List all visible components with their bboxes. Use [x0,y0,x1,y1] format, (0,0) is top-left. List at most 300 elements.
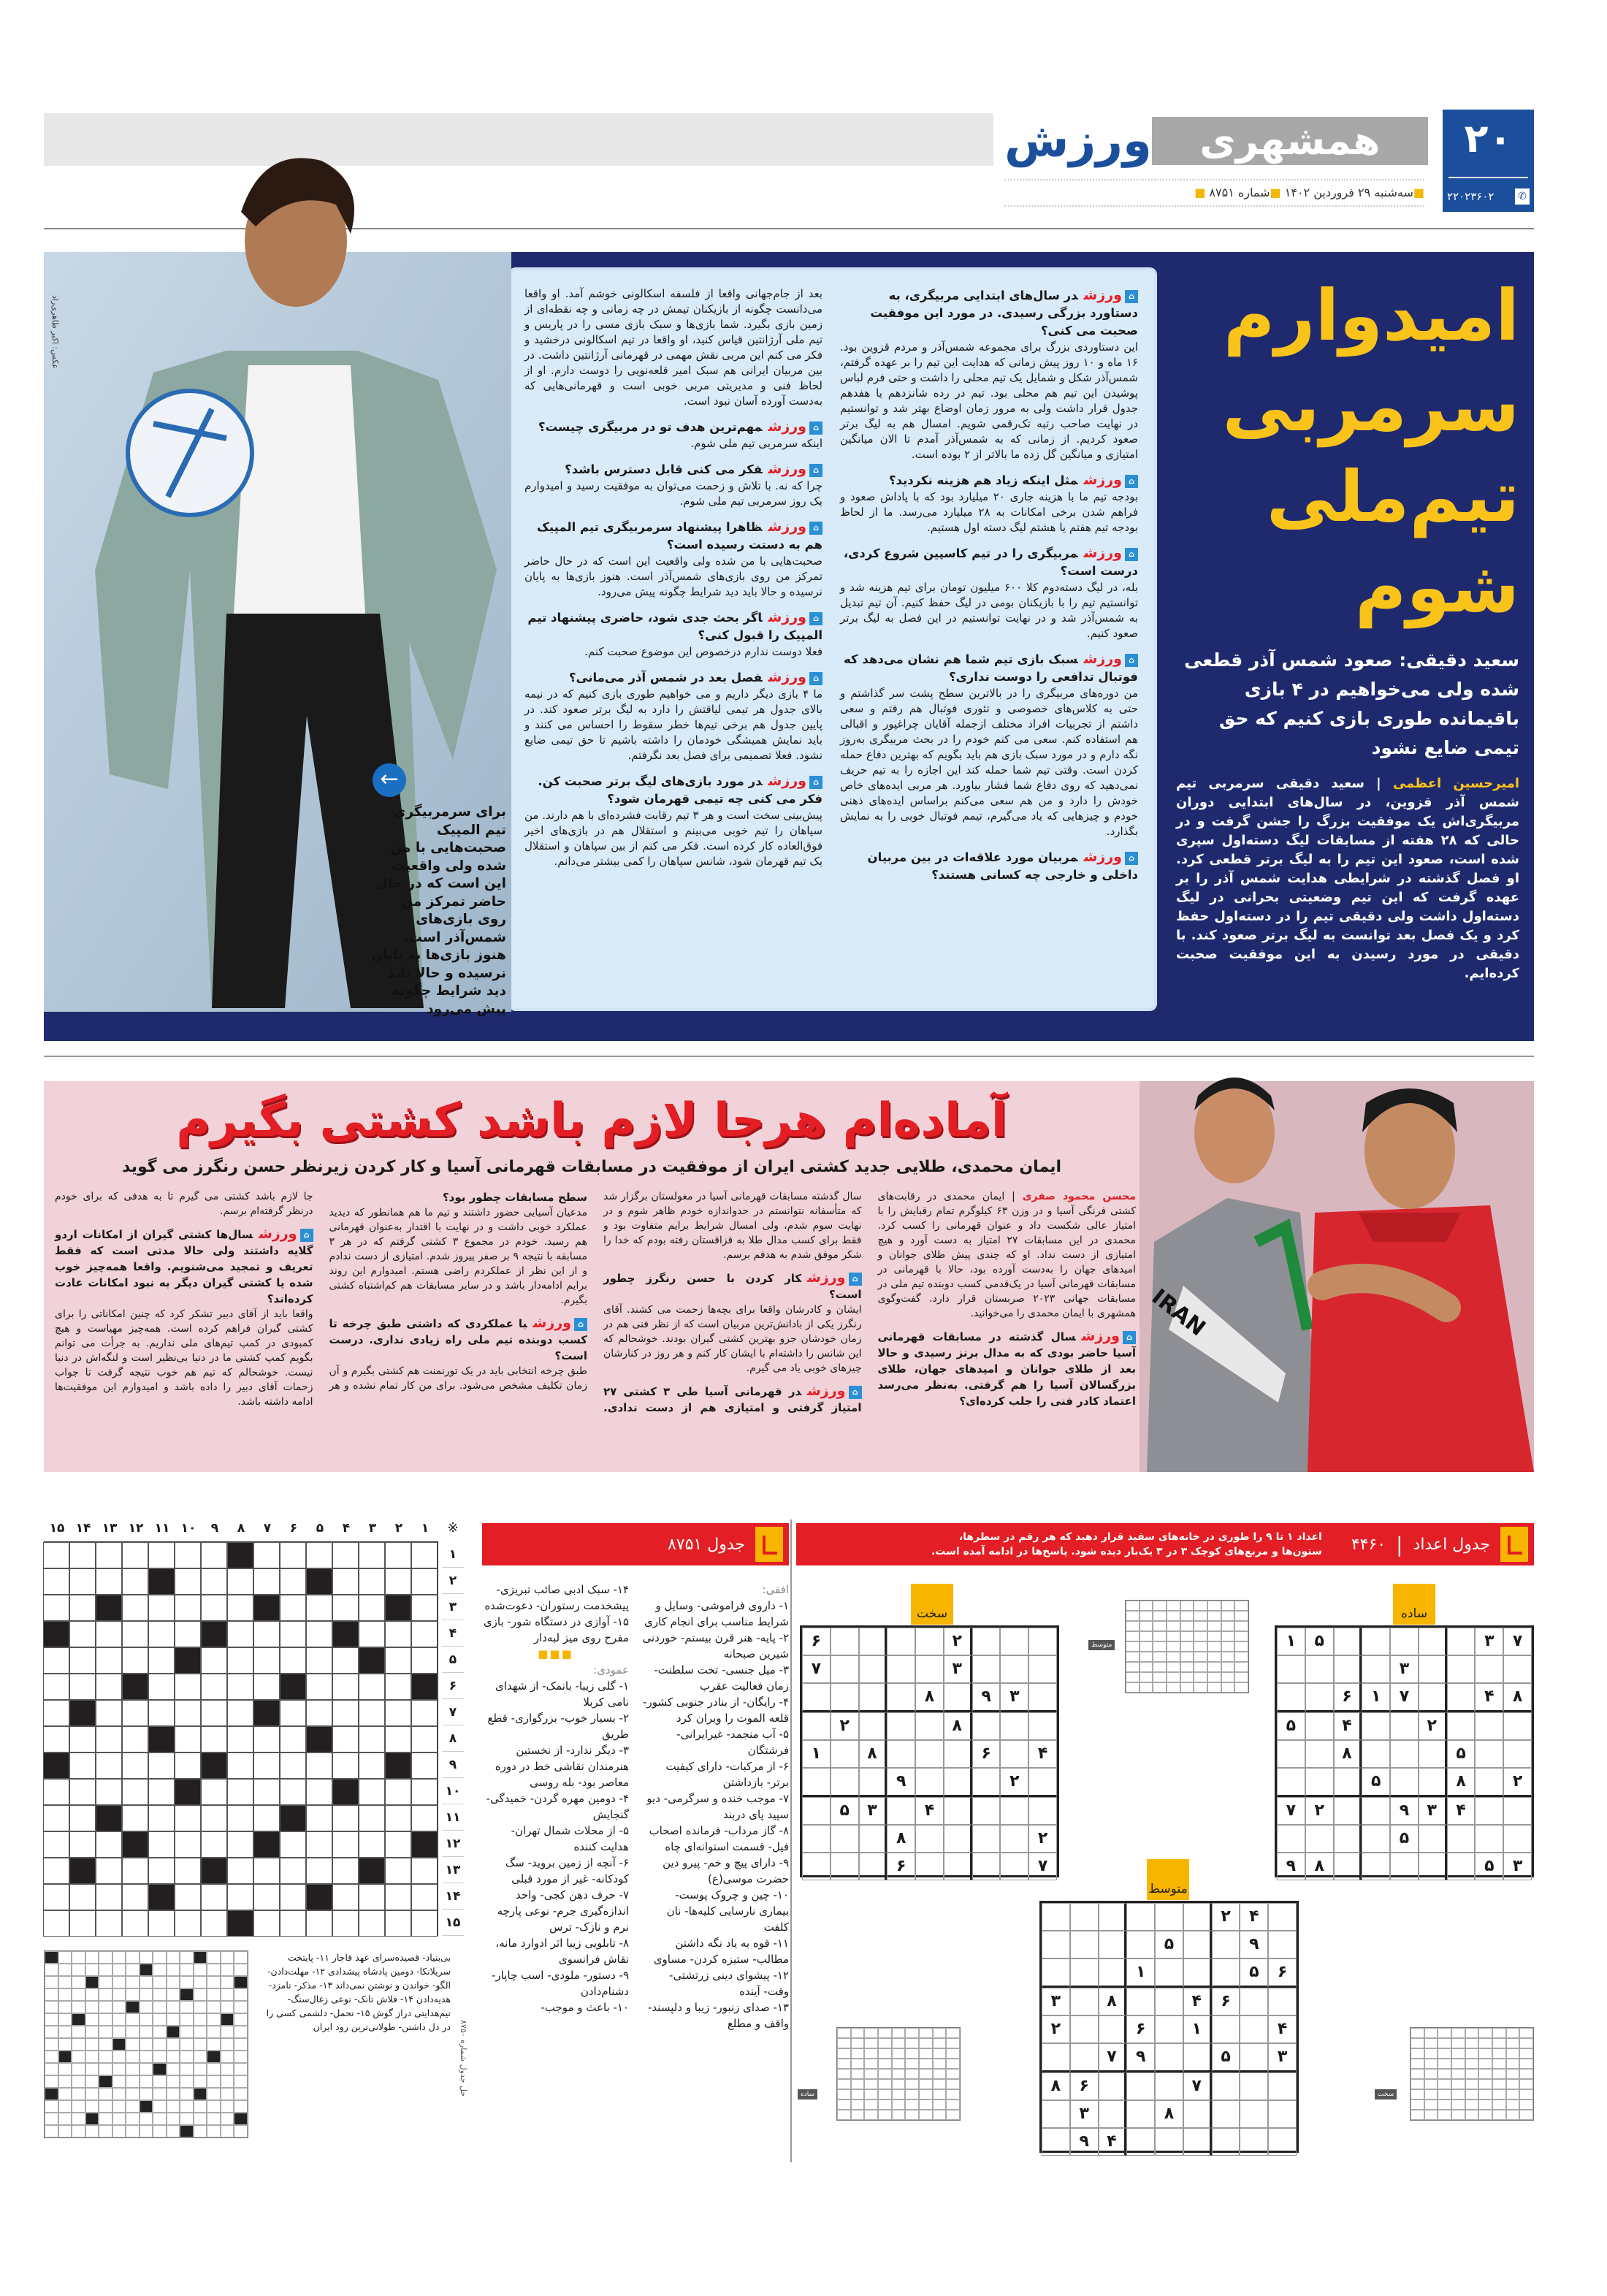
empty-cell[interactable] [1000,1655,1028,1683]
crossword-cell[interactable] [96,1884,122,1910]
empty-cell[interactable] [1305,1655,1334,1683]
crossword-cell[interactable] [148,1674,175,1700]
empty-cell[interactable] [1362,1628,1390,1655]
empty-cell[interactable] [1183,2043,1212,2072]
empty-cell[interactable] [1305,1712,1334,1740]
empty-cell[interactable] [1362,1797,1390,1825]
crossword-cell[interactable] [280,1884,306,1910]
crossword-cell[interactable] [385,1647,411,1674]
crossword-cell[interactable] [359,1884,385,1910]
crossword-cell[interactable] [253,1726,280,1752]
crossword-cell[interactable] [332,1647,359,1674]
crossword-cell[interactable] [280,1647,306,1674]
empty-cell[interactable] [1099,2015,1127,2043]
crossword-cell[interactable] [332,1700,359,1726]
crossword-cell[interactable] [148,1595,175,1621]
crossword-cell[interactable] [43,1674,69,1700]
empty-cell[interactable] [831,1768,859,1797]
crossword-cell[interactable] [411,1647,438,1674]
crossword-cell[interactable] [359,1910,385,1937]
crossword-cell[interactable] [227,1595,253,1621]
empty-cell[interactable] [1240,2128,1268,2156]
crossword-cell[interactable] [332,1805,359,1831]
crossword-cell[interactable] [253,1858,280,1884]
crossword-cell[interactable] [332,1910,359,1937]
empty-cell[interactable] [1183,2100,1212,2128]
empty-cell[interactable] [1000,1825,1028,1853]
crossword-cell[interactable] [227,1884,253,1910]
crossword-cell[interactable] [306,1647,332,1674]
crossword-cell[interactable] [122,1621,148,1647]
crossword-cell[interactable] [253,1674,280,1700]
crossword-cell[interactable] [411,1568,438,1595]
empty-cell[interactable] [1212,2100,1240,2128]
crossword-cell[interactable] [227,1674,253,1700]
crossword-cell[interactable] [43,1568,69,1595]
crossword-cell[interactable] [175,1542,201,1568]
empty-cell[interactable] [1419,1683,1447,1712]
crossword-cell[interactable] [227,1726,253,1752]
empty-cell[interactable] [972,1655,1001,1683]
crossword-cell[interactable] [148,1752,175,1779]
crossword-cell[interactable] [411,1884,438,1910]
empty-cell[interactable] [1390,1740,1419,1768]
crossword-cell[interactable] [253,1779,280,1805]
crossword-cell[interactable] [385,1568,411,1595]
empty-cell[interactable] [1240,2043,1268,2072]
empty-cell[interactable] [972,1853,1001,1880]
crossword-cell[interactable] [175,1568,201,1595]
empty-cell[interactable] [1305,1768,1334,1797]
crossword-cell[interactable] [280,1752,306,1779]
crossword-cell[interactable] [43,1779,69,1805]
empty-cell[interactable] [1475,1740,1503,1768]
crossword-cell[interactable] [280,1568,306,1595]
crossword-cell[interactable] [122,1568,148,1595]
empty-cell[interactable] [831,1853,859,1880]
empty-cell[interactable] [831,1825,859,1853]
crossword-cell[interactable] [148,1647,175,1674]
crossword-cell[interactable] [96,1858,122,1884]
crossword-cell[interactable] [359,1779,385,1805]
empty-cell[interactable] [1099,1931,1127,1959]
empty-cell[interactable] [1155,1903,1183,1931]
crossword-cell[interactable] [96,1542,122,1568]
crossword-cell[interactable] [148,1779,175,1805]
empty-cell[interactable] [1268,2072,1297,2100]
crossword-cell[interactable] [69,1621,96,1647]
empty-cell[interactable] [802,1853,831,1880]
empty-cell[interactable] [1334,1797,1362,1825]
crossword-cell[interactable] [411,1858,438,1884]
empty-cell[interactable] [1362,1825,1390,1853]
empty-cell[interactable] [915,1768,944,1797]
crossword-cell[interactable] [280,1726,306,1752]
crossword-cell[interactable] [253,1805,280,1831]
empty-cell[interactable] [1334,1628,1362,1655]
crossword-cell[interactable] [306,1674,332,1700]
empty-cell[interactable] [1240,1988,1268,2015]
crossword-cell[interactable] [96,1910,122,1937]
empty-cell[interactable] [1305,1825,1334,1853]
crossword-cell[interactable] [69,1542,96,1568]
empty-cell[interactable] [915,1655,944,1683]
crossword-cell[interactable] [175,1752,201,1779]
crossword-cell[interactable] [306,1542,332,1568]
empty-cell[interactable] [1390,1628,1419,1655]
crossword-cell[interactable] [148,1805,175,1831]
crossword-cell[interactable] [385,1831,411,1858]
crossword-cell[interactable] [359,1752,385,1779]
crossword-cell[interactable] [175,1884,201,1910]
crossword-cell[interactable] [385,1805,411,1831]
crossword-cell[interactable] [359,1700,385,1726]
crossword-cell[interactable] [96,1752,122,1779]
crossword-cell[interactable] [411,1726,438,1752]
empty-cell[interactable] [915,1825,944,1853]
empty-cell[interactable] [1212,2072,1240,2100]
empty-cell[interactable] [972,1797,1001,1825]
empty-cell[interactable] [1183,1903,1212,1931]
crossword-cell[interactable] [411,1621,438,1647]
crossword-cell[interactable] [69,1805,96,1831]
empty-cell[interactable] [1126,2100,1155,2128]
crossword-cell[interactable] [122,1700,148,1726]
crossword-cell[interactable] [96,1779,122,1805]
empty-cell[interactable] [915,1853,944,1880]
empty-cell[interactable] [1447,1825,1476,1853]
empty-cell[interactable] [1212,1959,1240,1988]
crossword-cell[interactable] [122,1884,148,1910]
crossword-cell[interactable] [201,1674,227,1700]
crossword-cell[interactable] [227,1752,253,1779]
crossword-cell[interactable] [122,1779,148,1805]
empty-cell[interactable] [915,1740,944,1768]
empty-cell[interactable] [1212,2015,1240,2043]
crossword-cell[interactable] [43,1647,69,1674]
empty-cell[interactable] [944,1825,972,1853]
empty-cell[interactable] [831,1740,859,1768]
empty-cell[interactable] [1240,2072,1268,2100]
empty-cell[interactable] [944,1768,972,1797]
crossword-cell[interactable] [201,1700,227,1726]
empty-cell[interactable] [1240,2015,1268,2043]
empty-cell[interactable] [1362,1853,1390,1880]
crossword-cell[interactable] [280,1542,306,1568]
empty-cell[interactable] [1475,1768,1503,1797]
crossword-cell[interactable] [332,1674,359,1700]
empty-cell[interactable] [1334,1825,1362,1853]
crossword-grid[interactable] [44,1541,438,1936]
crossword-cell[interactable] [175,1726,201,1752]
empty-cell[interactable] [1155,2072,1183,2100]
crossword-cell[interactable] [359,1726,385,1752]
empty-cell[interactable] [859,1683,888,1712]
empty-cell[interactable] [1183,1959,1212,1988]
crossword-cell[interactable] [280,1621,306,1647]
empty-cell[interactable] [802,1825,831,1853]
empty-cell[interactable] [831,1628,859,1655]
empty-cell[interactable] [1070,2043,1099,2072]
crossword-cell[interactable] [359,1674,385,1700]
crossword-cell[interactable] [148,1858,175,1884]
crossword-cell[interactable] [43,1595,69,1621]
crossword-cell[interactable] [96,1700,122,1726]
crossword-cell[interactable] [175,1805,201,1831]
crossword-cell[interactable] [359,1805,385,1831]
empty-cell[interactable] [1277,1683,1305,1712]
crossword-cell[interactable] [280,1779,306,1805]
crossword-cell[interactable] [253,1568,280,1595]
crossword-cell[interactable] [201,1647,227,1674]
empty-cell[interactable] [1305,1740,1334,1768]
empty-cell[interactable] [1028,1655,1057,1683]
empty-cell[interactable] [887,1797,915,1825]
crossword-cell[interactable] [69,1568,96,1595]
crossword-cell[interactable] [253,1884,280,1910]
crossword-cell[interactable] [411,1542,438,1568]
crossword-cell[interactable] [306,1779,332,1805]
crossword-cell[interactable] [122,1805,148,1831]
empty-cell[interactable] [1028,1683,1057,1712]
empty-cell[interactable] [859,1825,888,1853]
crossword-cell[interactable] [280,1595,306,1621]
empty-cell[interactable] [1212,2128,1240,2156]
crossword-cell[interactable] [332,1726,359,1752]
crossword-cell[interactable] [253,1621,280,1647]
empty-cell[interactable] [1277,1768,1305,1797]
empty-cell[interactable] [1419,1853,1447,1880]
crossword-cell[interactable] [253,1542,280,1568]
empty-cell[interactable] [1126,1931,1155,1959]
crossword-cell[interactable] [69,1831,96,1858]
crossword-cell[interactable] [253,1910,280,1937]
empty-cell[interactable] [1419,1768,1447,1797]
empty-cell[interactable] [1126,2128,1155,2156]
empty-cell[interactable] [1155,1988,1183,2015]
empty-cell[interactable] [1183,2128,1212,2156]
empty-cell[interactable] [802,1768,831,1797]
empty-cell[interactable] [1447,1683,1476,1712]
empty-cell[interactable] [1503,1825,1532,1853]
crossword-cell[interactable] [148,1831,175,1858]
empty-cell[interactable] [1070,1903,1099,1931]
crossword-cell[interactable] [43,1858,69,1884]
crossword-cell[interactable] [411,1700,438,1726]
empty-cell[interactable] [1390,1853,1419,1880]
empty-cell[interactable] [1126,1988,1155,2015]
empty-cell[interactable] [1099,1903,1127,1931]
crossword-cell[interactable] [148,1621,175,1647]
empty-cell[interactable] [1362,1655,1390,1683]
crossword-cell[interactable] [253,1752,280,1779]
empty-cell[interactable] [1028,1797,1057,1825]
empty-cell[interactable] [1475,1712,1503,1740]
empty-cell[interactable] [887,1740,915,1768]
crossword-cell[interactable] [43,1726,69,1752]
empty-cell[interactable] [1390,1768,1419,1797]
crossword-cell[interactable] [280,1858,306,1884]
empty-cell[interactable] [1447,1712,1476,1740]
empty-cell[interactable] [831,1655,859,1683]
crossword-cell[interactable] [43,1805,69,1831]
empty-cell[interactable] [1099,2100,1127,2128]
crossword-cell[interactable] [69,1752,96,1779]
crossword-cell[interactable] [332,1831,359,1858]
crossword-cell[interactable] [201,1726,227,1752]
sudoku-easy-grid[interactable] [1275,1625,1534,1877]
empty-cell[interactable] [944,1683,972,1712]
empty-cell[interactable] [1126,2072,1155,2100]
crossword-cell[interactable] [227,1805,253,1831]
empty-cell[interactable] [1042,2128,1070,2156]
crossword-cell[interactable] [122,1647,148,1674]
crossword-cell[interactable] [306,1805,332,1831]
empty-cell[interactable] [1503,1797,1532,1825]
empty-cell[interactable] [1268,2128,1297,2156]
crossword-cell[interactable] [306,1621,332,1647]
empty-cell[interactable] [1305,1683,1334,1712]
crossword-cell[interactable] [227,1700,253,1726]
crossword-cell[interactable] [175,1858,201,1884]
crossword-cell[interactable] [43,1910,69,1937]
crossword-cell[interactable] [96,1647,122,1674]
crossword-cell[interactable] [385,1700,411,1726]
empty-cell[interactable] [1419,1628,1447,1655]
empty-cell[interactable] [1212,1931,1240,1959]
empty-cell[interactable] [972,1825,1001,1853]
crossword-cell[interactable] [122,1910,148,1937]
empty-cell[interactable] [859,1712,888,1740]
empty-cell[interactable] [1028,1628,1057,1655]
empty-cell[interactable] [972,1712,1001,1740]
crossword-cell[interactable] [201,1595,227,1621]
crossword-cell[interactable] [306,1700,332,1726]
empty-cell[interactable] [1277,1825,1305,1853]
empty-cell[interactable] [1070,1931,1099,1959]
empty-cell[interactable] [1000,1628,1028,1655]
crossword-cell[interactable] [175,1621,201,1647]
empty-cell[interactable] [1028,1712,1057,1740]
crossword-cell[interactable] [306,1752,332,1779]
crossword-cell[interactable] [332,1884,359,1910]
crossword-cell[interactable] [332,1858,359,1884]
empty-cell[interactable] [972,1768,1001,1797]
empty-cell[interactable] [1000,1740,1028,1768]
crossword-cell[interactable] [385,1542,411,1568]
empty-cell[interactable] [1155,2128,1183,2156]
empty-cell[interactable] [1362,1740,1390,1768]
crossword-cell[interactable] [385,1674,411,1700]
empty-cell[interactable] [1277,1655,1305,1683]
empty-cell[interactable] [1277,1740,1305,1768]
empty-cell[interactable] [944,1797,972,1825]
empty-cell[interactable] [1126,1903,1155,1931]
crossword-cell[interactable] [69,1647,96,1674]
empty-cell[interactable] [1390,1712,1419,1740]
crossword-cell[interactable] [306,1858,332,1884]
crossword-cell[interactable] [385,1910,411,1937]
empty-cell[interactable] [1447,1853,1476,1880]
crossword-cell[interactable] [69,1726,96,1752]
crossword-cell[interactable] [306,1831,332,1858]
crossword-cell[interactable] [201,1831,227,1858]
crossword-cell[interactable] [227,1568,253,1595]
crossword-cell[interactable] [96,1674,122,1700]
crossword-cell[interactable] [359,1568,385,1595]
crossword-cell[interactable] [253,1647,280,1674]
empty-cell[interactable] [1503,1740,1532,1768]
crossword-cell[interactable] [201,1542,227,1568]
empty-cell[interactable] [1419,1740,1447,1768]
crossword-cell[interactable] [148,1700,175,1726]
empty-cell[interactable] [802,1683,831,1712]
empty-cell[interactable] [859,1768,888,1797]
empty-cell[interactable] [859,1853,888,1880]
crossword-cell[interactable] [96,1621,122,1647]
crossword-cell[interactable] [175,1910,201,1937]
sudoku-hard-grid[interactable] [800,1625,1059,1877]
empty-cell[interactable] [1447,1628,1476,1655]
sudoku-medium-grid[interactable] [1039,1901,1299,2153]
crossword-cell[interactable] [122,1726,148,1752]
crossword-cell[interactable] [69,1779,96,1805]
empty-cell[interactable] [1042,2043,1070,2072]
empty-cell[interactable] [1475,1797,1503,1825]
empty-cell[interactable] [1000,1797,1028,1825]
crossword-cell[interactable] [385,1726,411,1752]
crossword-cell[interactable] [96,1726,122,1752]
empty-cell[interactable] [944,1740,972,1768]
empty-cell[interactable] [944,1853,972,1880]
crossword-cell[interactable] [306,1595,332,1621]
empty-cell[interactable] [1070,1959,1099,1988]
crossword-cell[interactable] [411,1779,438,1805]
empty-cell[interactable] [1362,1712,1390,1740]
empty-cell[interactable] [1447,1655,1476,1683]
crossword-cell[interactable] [69,1595,96,1621]
crossword-cell[interactable] [69,1884,96,1910]
crossword-cell[interactable] [359,1595,385,1621]
crossword-cell[interactable] [280,1700,306,1726]
empty-cell[interactable] [1503,1712,1532,1740]
crossword-cell[interactable] [411,1595,438,1621]
crossword-cell[interactable] [201,1884,227,1910]
crossword-cell[interactable] [201,1910,227,1937]
crossword-cell[interactable] [148,1910,175,1937]
empty-cell[interactable] [1155,2043,1183,2072]
empty-cell[interactable] [802,1797,831,1825]
crossword-cell[interactable] [411,1752,438,1779]
empty-cell[interactable] [1155,2015,1183,2043]
crossword-cell[interactable] [385,1621,411,1647]
empty-cell[interactable] [1042,1959,1070,1988]
crossword-cell[interactable] [385,1884,411,1910]
crossword-cell[interactable] [43,1542,69,1568]
crossword-cell[interactable] [43,1831,69,1858]
crossword-cell[interactable] [359,1542,385,1568]
crossword-cell[interactable] [96,1831,122,1858]
crossword-cell[interactable] [43,1884,69,1910]
empty-cell[interactable] [1419,1825,1447,1853]
empty-cell[interactable] [1475,1825,1503,1853]
crossword-cell[interactable] [122,1858,148,1884]
crossword-cell[interactable] [201,1779,227,1805]
empty-cell[interactable] [887,1712,915,1740]
crossword-cell[interactable] [227,1621,253,1647]
empty-cell[interactable] [1028,1768,1057,1797]
empty-cell[interactable] [1419,1655,1447,1683]
